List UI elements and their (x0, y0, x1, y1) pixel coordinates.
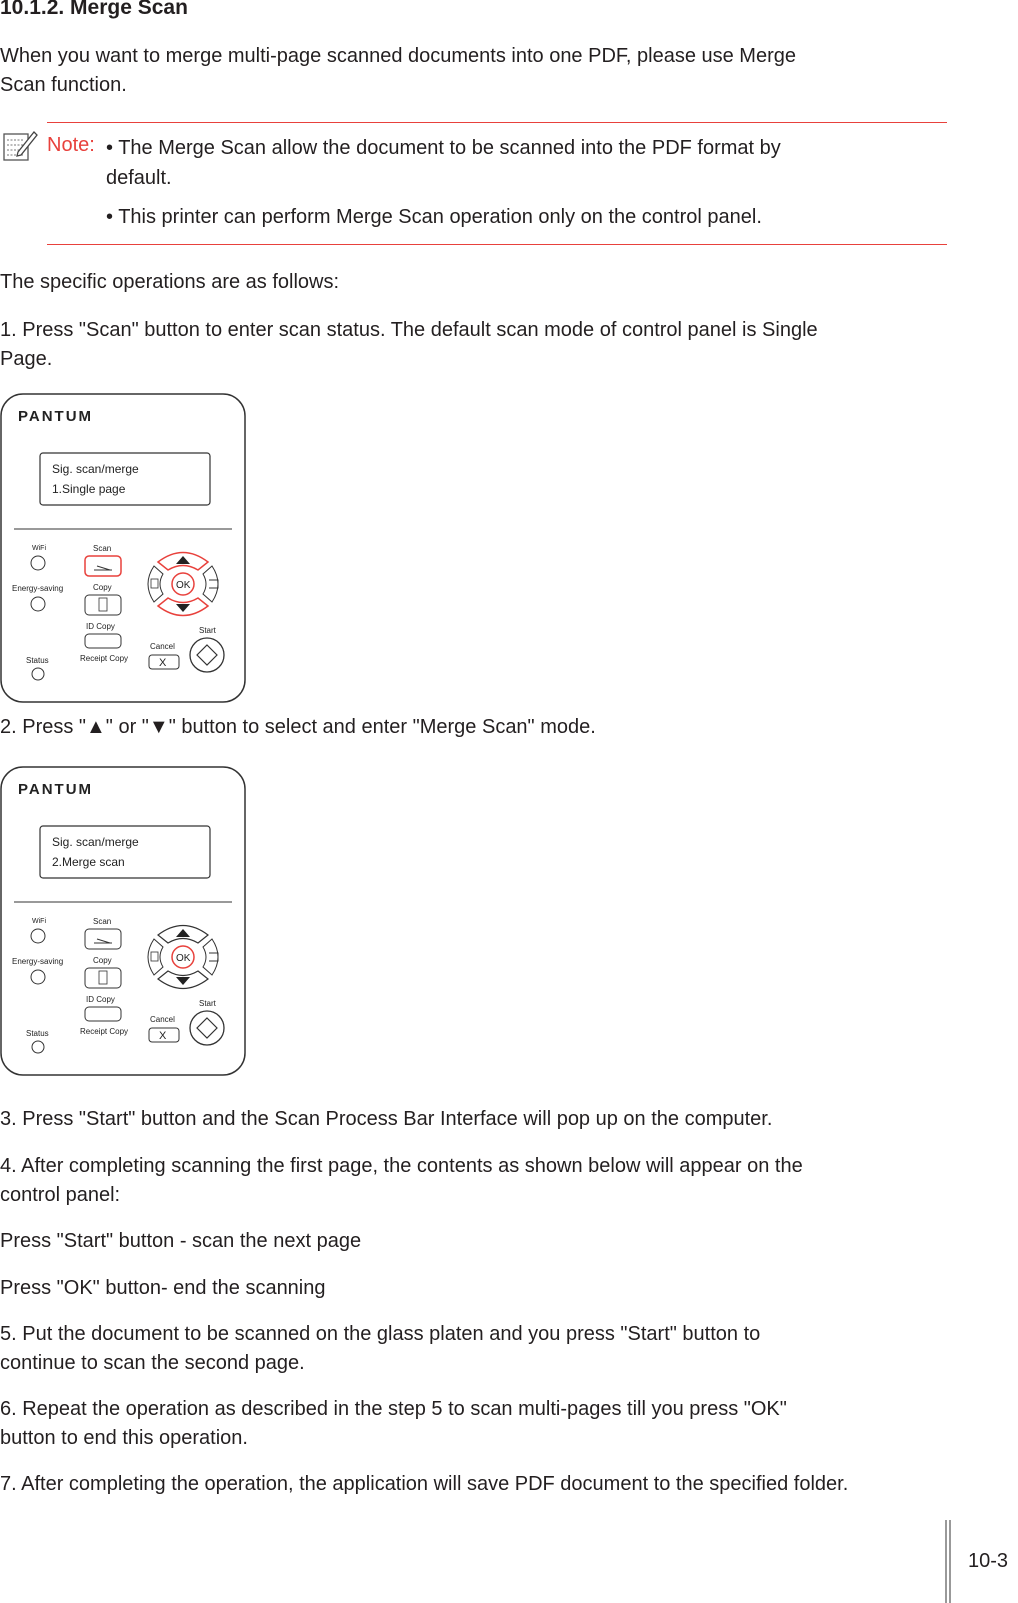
copy-label: Copy (93, 583, 112, 592)
ok-label: OK (176, 580, 191, 591)
id-copy-button[interactable] (85, 1007, 121, 1021)
intro-line-2: Scan function. (0, 74, 127, 96)
step-1-line-2: Page. (0, 348, 53, 370)
lcd-line-1: Sig. scan/merge (52, 462, 139, 476)
step-6-line-1: 6. Repeat the operation as described in the step 5 to scan multi-pages till you press "OK" (0, 1398, 787, 1420)
scan-label: Scan (93, 917, 112, 926)
ok-label: OK (176, 953, 191, 964)
id-copy-label: ID Copy (86, 995, 115, 1004)
start-label: Start (199, 999, 216, 1008)
start-button[interactable] (190, 1011, 224, 1045)
intro-line-1: When you want to merge multi-page scanned documents into one PDF, please use Merge (0, 45, 796, 67)
cancel-x-label: X (159, 657, 167, 669)
status-indicator (32, 1041, 44, 1053)
step-1-line-1: 1. Press "Scan" button to enter scan status. The default scan mode of control panel is Single (0, 319, 818, 341)
control-panel-image-1 (0, 393, 246, 703)
section-title: 10.1.2. Merge Scan (0, 0, 188, 19)
wifi-label: WiFi (32, 545, 46, 552)
step-3: 3. Press "Start" button and the Scan Process Bar Interface will pop up on the computer. (0, 1108, 773, 1130)
status-label: Status (26, 656, 49, 665)
page-margin-bar (945, 1520, 947, 1603)
cancel-label: Cancel (150, 642, 175, 651)
scan-button[interactable] (85, 929, 121, 949)
note-top-rule (47, 122, 947, 123)
note-bottom-rule (47, 244, 947, 245)
control-panel-image-2 (0, 766, 246, 1076)
receipt-copy-label: Receipt Copy (80, 1027, 129, 1036)
cancel-label: Cancel (150, 1015, 175, 1024)
scan-label: Scan (93, 544, 112, 553)
wifi-button[interactable] (31, 929, 45, 943)
start-button[interactable] (190, 638, 224, 672)
scan-button[interactable] (85, 556, 121, 576)
step-4-line-1: 4. After completing scanning the first page, the contents as shown below will appear on the (0, 1155, 803, 1177)
copy-label: Copy (93, 956, 112, 965)
lcd-screen (40, 453, 210, 505)
operations-intro: The specific operations are as follows: (0, 271, 340, 293)
press-start-instruction: Press "Start" button - scan the next page (0, 1230, 362, 1252)
step-4 (0, 1152, 940, 1210)
press-ok-instruction: Press "OK" button- end the scanning (0, 1277, 326, 1299)
receipt-copy-label: Receipt Copy (80, 654, 129, 663)
status-label: Status (26, 1029, 49, 1038)
lcd-screen (40, 826, 210, 878)
energy-saving-button[interactable] (31, 970, 45, 984)
page-margin-bar-2 (949, 1520, 951, 1603)
step-2: 2. Press "▲" or "▼" button to select and enter "Merge Scan" mode. (0, 716, 596, 738)
note-bullet-1 (106, 133, 936, 193)
note-bullet-1-line-1: • The Merge Scan allow the document to be scanned into the PDF format by (106, 137, 781, 159)
lcd-line-2: 1.Single page (52, 482, 126, 496)
brand-logo: PANTUM (18, 781, 94, 798)
start-label: Start (199, 626, 216, 635)
cancel-x-label: X (159, 1030, 167, 1042)
wifi-label: WiFi (32, 918, 46, 925)
step-5-line-2: continue to scan the second page. (0, 1352, 305, 1374)
intro-paragraph (0, 42, 940, 100)
step-5-line-1: 5. Put the document to be scanned on the glass platen and you press "Start" button to (0, 1323, 761, 1345)
brand-logo: PANTUM (18, 408, 94, 425)
id-copy-label: ID Copy (86, 622, 115, 631)
energy-saving-button[interactable] (31, 597, 45, 611)
lcd-line-1: Sig. scan/merge (52, 835, 139, 849)
step-6-line-2: button to end this operation. (0, 1427, 248, 1449)
note-pencil-icon (2, 128, 38, 162)
step-4-line-2: control panel: (0, 1184, 121, 1206)
note-bullet-1-line-2: default. (106, 167, 172, 189)
note-label: Note: (47, 134, 95, 156)
lcd-line-2: 2.Merge scan (52, 855, 125, 869)
step-1 (0, 316, 940, 374)
status-indicator (32, 668, 44, 680)
note-bullet-2: • This printer can perform Merge Scan operation only on the control panel. (106, 206, 762, 228)
step-7: 7. After completing the operation, the application will save PDF document to the specified folder. (0, 1473, 849, 1495)
step-5 (0, 1320, 940, 1378)
energy-saving-label: Energy-saving (12, 584, 64, 593)
page-number: 10-3 (968, 1550, 1009, 1572)
step-6 (0, 1395, 940, 1453)
energy-saving-label: Energy-saving (12, 957, 64, 966)
id-copy-button[interactable] (85, 634, 121, 648)
wifi-button[interactable] (31, 556, 45, 570)
